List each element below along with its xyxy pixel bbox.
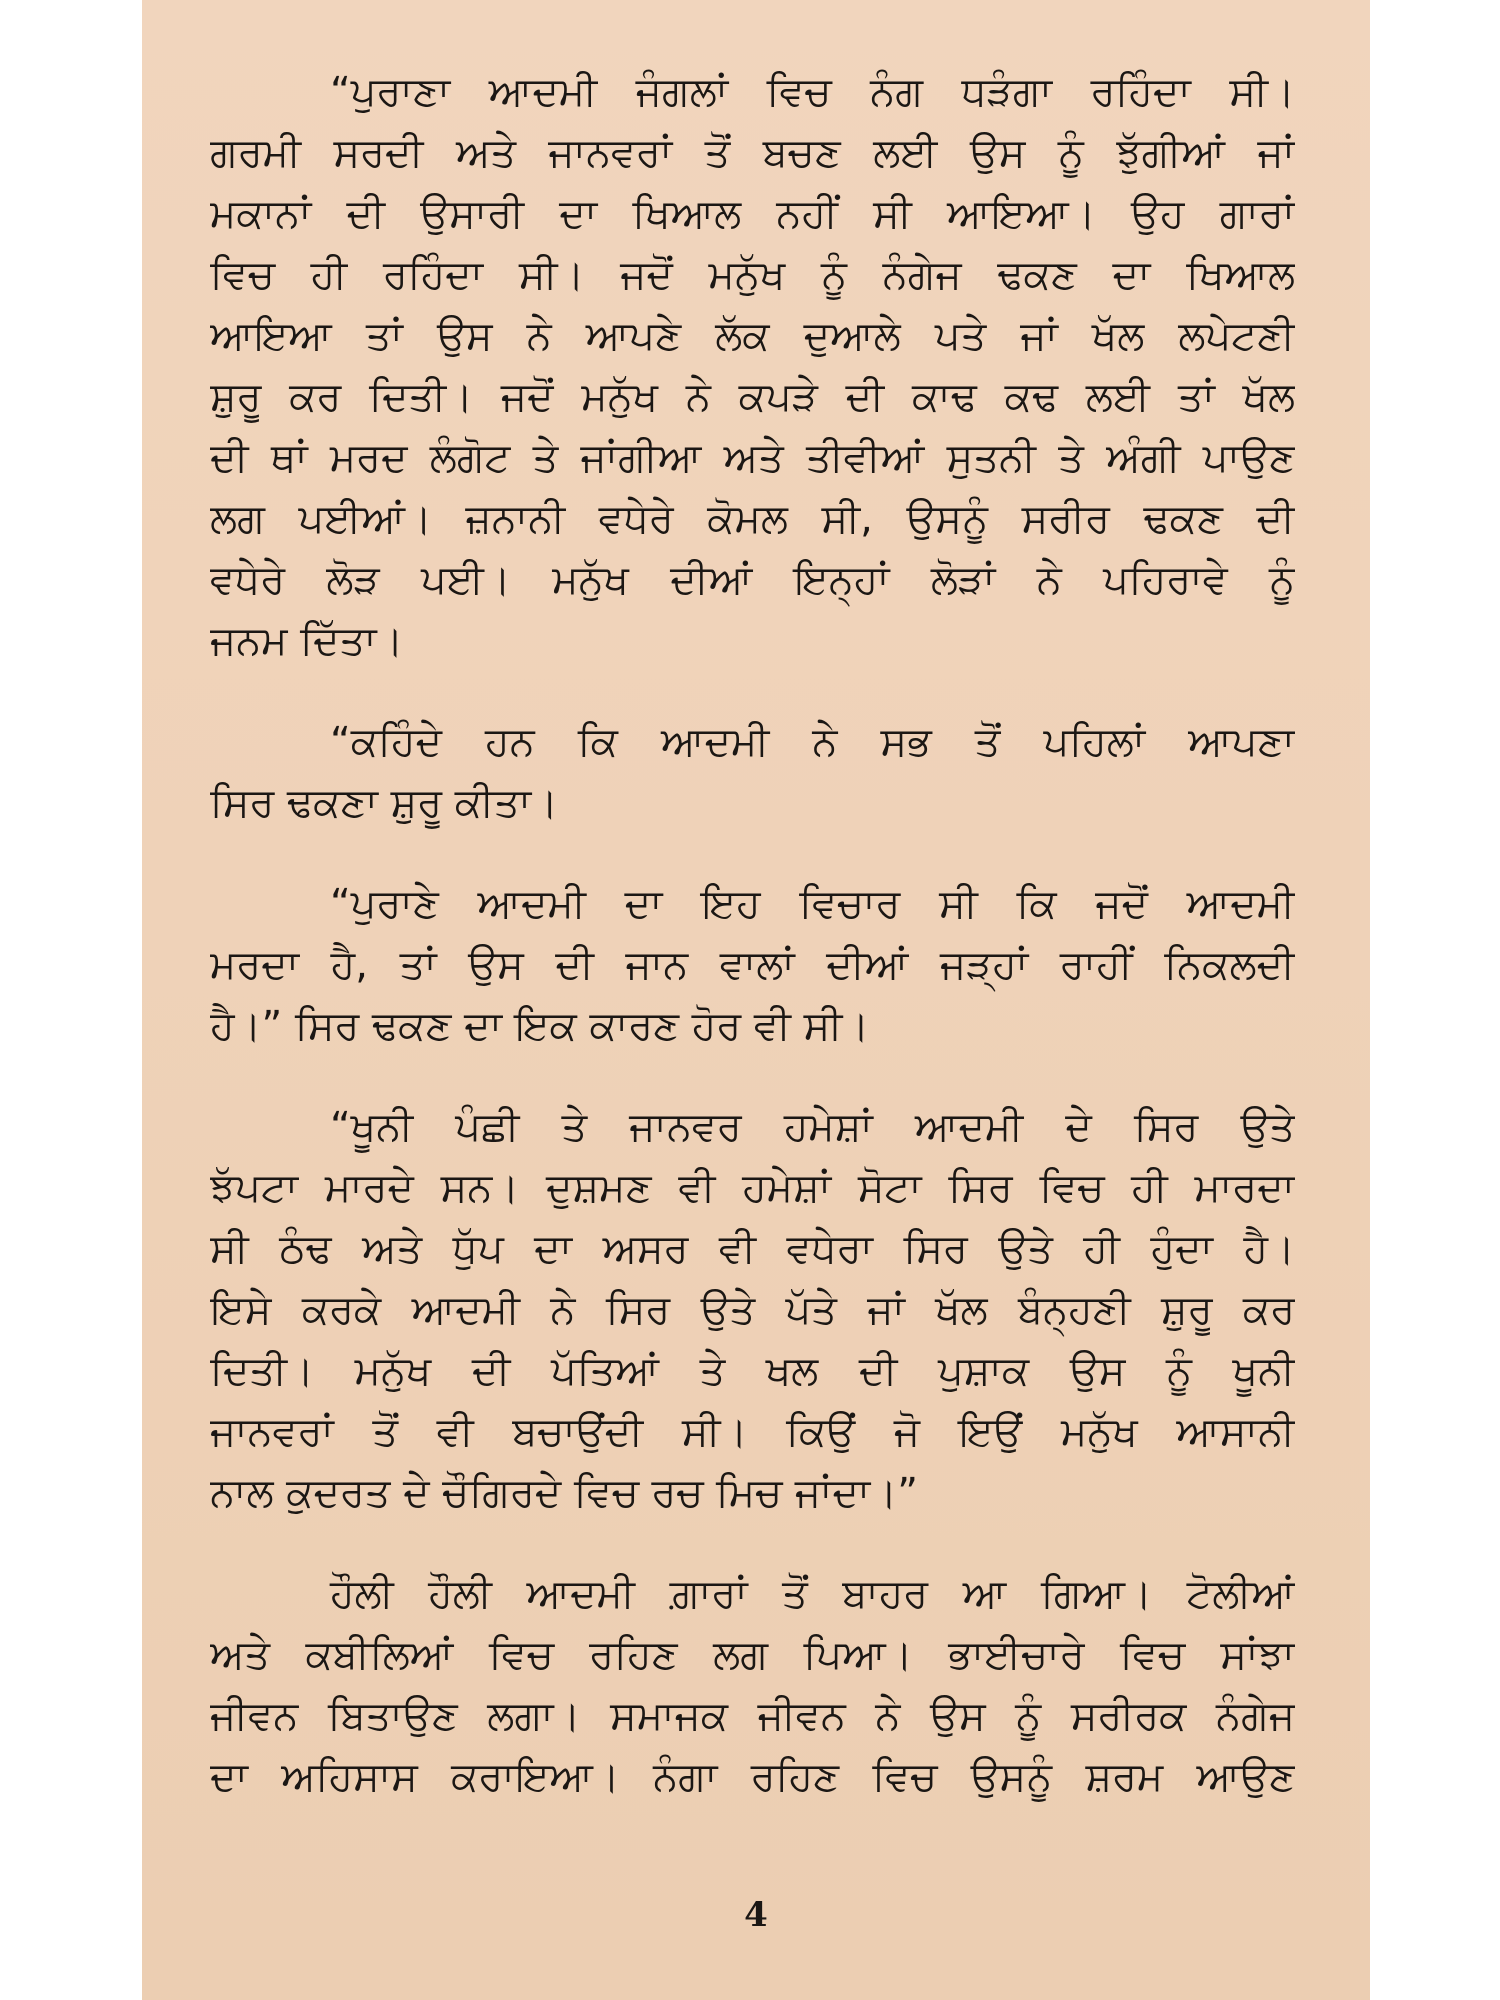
text-line: ਦੀ ਥਾਂ ਮਰਦ ਲੰਗੋਟ ਤੇ ਜਾਂਗੀਆ ਅਤੇ ਤੀਵੀਆਂ ਸੁਤਨੀ ਤੇ ਅੰਗੀ ਪਾਉਣ xyxy=(210,435,1295,481)
text-line: ਝੱਪਟਾ ਮਾਰਦੇ ਸਨ। ਦੁਸ਼ਮਣ ਵੀ ਹਮੇਸ਼ਾਂ ਸੋਟਾ ਸਿਰ ਵਿਚ ਹੀ ਮਾਰਦਾ xyxy=(210,1165,1295,1211)
paragraph-5 xyxy=(210,1564,1295,1808)
body-text xyxy=(210,62,1295,1808)
text-line: ਜੀਵਨ ਬਿਤਾਉਣ ਲਗਾ। ਸਮਾਜਕ ਜੀਵਨ ਨੇ ਉਸ ਨੂੰ ਸਰੀਰਕ ਨੰਗੇਜ xyxy=(210,1693,1295,1739)
text-line: ਨਾਲ ਕੁਦਰਤ ਦੇ ਚੌਗਿਰਦੇ ਵਿਚ ਰਚ ਮਿਚ ਜਾਂਦਾ।” xyxy=(210,1470,918,1516)
text-line: ਮਕਾਨਾਂ ਦੀ ਉਸਾਰੀ ਦਾ ਖਿਆਲ ਨਹੀਂ ਸੀ ਆਇਆ। ਉਹ ਗਾਰਾਂ xyxy=(210,191,1295,237)
paragraph-3 xyxy=(210,874,1295,1057)
text-line: “ਕਹਿੰਦੇ ਹਨ ਕਿ ਆਦਮੀ ਨੇ ਸਭ ਤੋਂ ਪਹਿਲਾਂ ਆਪਣਾ xyxy=(330,719,1295,765)
paragraph-1 xyxy=(210,62,1295,672)
text-line: ਵਿਚ ਹੀ ਰਹਿੰਦਾ ਸੀ। ਜਦੋਂ ਮਨੁੱਖ ਨੂੰ ਨੰਗੇਜ ਢਕਣ ਦਾ ਖਿਆਲ xyxy=(210,252,1295,298)
paragraph-4 xyxy=(210,1097,1295,1524)
text-line: ਲਗ ਪਈਆਂ। ਜ਼ਨਾਨੀ ਵਧੇਰੇ ਕੋਮਲ ਸੀ, ਉਸਨੂੰ ਸਰੀਰ ਢਕਣ ਦੀ xyxy=(210,496,1295,542)
text-line: “ਪੁਰਾਣਾ ਆਦਮੀ ਜੰਗਲਾਂ ਵਿਚ ਨੰਗ ਧੜੰਗਾ ਰਹਿੰਦਾ ਸੀ। xyxy=(330,69,1295,115)
text-line: ਆਇਆ ਤਾਂ ਉਸ ਨੇ ਆਪਣੇ ਲੱਕ ਦੁਆਲੇ ਪਤੇ ਜਾਂ ਖੱਲ ਲਪੇਟਣੀ xyxy=(210,313,1295,359)
text-line: ਜਨਮ ਦਿੱਤਾ। xyxy=(210,618,404,664)
book-page xyxy=(142,0,1370,2000)
text-line: ਸ਼ੁਰੂ ਕਰ ਦਿਤੀ। ਜਦੋਂ ਮਨੁੱਖ ਨੇ ਕਪੜੇ ਦੀ ਕਾਢ ਕਢ ਲਈ ਤਾਂ ਖੱਲ xyxy=(210,374,1295,420)
text-line: ਹੈ।” ਸਿਰ ਢਕਣ ਦਾ ਇਕ ਕਾਰਣ ਹੋਰ ਵੀ ਸੀ। xyxy=(210,1003,870,1049)
text-line: ਮਰਦਾ ਹੈ, ਤਾਂ ਉਸ ਦੀ ਜਾਨ ਵਾਲਾਂ ਦੀਆਂ ਜੜ੍ਹਾਂ ਰਾਹੀਂ ਨਿਕਲਦੀ xyxy=(210,942,1295,988)
text-line: ਦਿਤੀ। ਮਨੁੱਖ ਦੀ ਪੱਤਿਆਂ ਤੇ ਖਲ ਦੀ ਪੁਸ਼ਾਕ ਉਸ ਨੂੰ ਖੂਨੀ xyxy=(210,1348,1295,1394)
text-line: ਹੌਲੀ ਹੌਲੀ ਆਦਮੀ ਗ਼ਾਰਾਂ ਤੋਂ ਬਾਹਰ ਆ ਗਿਆ। ਟੋਲੀਆਂ xyxy=(330,1571,1295,1617)
paragraph-2 xyxy=(210,712,1295,834)
text-line: ਜਾਨਵਰਾਂ ਤੋਂ ਵੀ ਬਚਾਉਂਦੀ ਸੀ। ਕਿਉਂ ਜੋ ਇਉਂ ਮਨੁੱਖ ਆਸਾਨੀ xyxy=(210,1409,1295,1455)
text-line: ਗਰਮੀ ਸਰਦੀ ਅਤੇ ਜਾਨਵਰਾਂ ਤੋਂ ਬਚਣ ਲਈ ਉਸ ਨੂੰ ਝੁੱਗੀਆਂ ਜਾਂ xyxy=(210,130,1295,176)
text-line: ਸੀ ਠੰਢ ਅਤੇ ਧੁੱਪ ਦਾ ਅਸਰ ਵੀ ਵਧੇਰਾ ਸਿਰ ਉਤੇ ਹੀ ਹੁੰਦਾ ਹੈ। xyxy=(210,1226,1295,1272)
text-line: ਦਾ ਅਹਿਸਾਸ ਕਰਾਇਆ। ਨੰਗਾ ਰਹਿਣ ਵਿਚ ਉਸਨੂੰ ਸ਼ਰਮ ਆਉਣ xyxy=(210,1754,1295,1800)
page-number: 4 xyxy=(744,1895,768,1935)
text-line: ਇਸੇ ਕਰਕੇ ਆਦਮੀ ਨੇ ਸਿਰ ਉਤੇ ਪੱਤੇ ਜਾਂ ਖੱਲ ਬੰਨ੍ਹਣੀ ਸ਼ੁਰੂ ਕਰ xyxy=(210,1287,1295,1333)
text-line: “ਖੂਨੀ ਪੰਛੀ ਤੇ ਜਾਨਵਰ ਹਮੇਸ਼ਾਂ ਆਦਮੀ ਦੇ ਸਿਰ ਉਤੇ xyxy=(330,1104,1295,1150)
text-line: ਸਿਰ ਢਕਣਾ ਸ਼ੁਰੂ ਕੀਤਾ। xyxy=(210,780,559,826)
text-line: ਅਤੇ ਕਬੀਲਿਆਂ ਵਿਚ ਰਹਿਣ ਲਗ ਪਿਆ। ਭਾਈਚਾਰੇ ਵਿਚ ਸਾਂਝਾ xyxy=(210,1632,1295,1678)
text-line: ਵਧੇਰੇ ਲੋੜ ਪਈ। ਮਨੁੱਖ ਦੀਆਂ ਇਨ੍ਹਾਂ ਲੋੜਾਂ ਨੇ ਪਹਿਰਾਵੇ ਨੂੰ xyxy=(210,557,1295,603)
text-line: “ਪੁਰਾਣੇ ਆਦਮੀ ਦਾ ਇਹ ਵਿਚਾਰ ਸੀ ਕਿ ਜਦੋਂ ਆਦਮੀ xyxy=(330,881,1295,927)
